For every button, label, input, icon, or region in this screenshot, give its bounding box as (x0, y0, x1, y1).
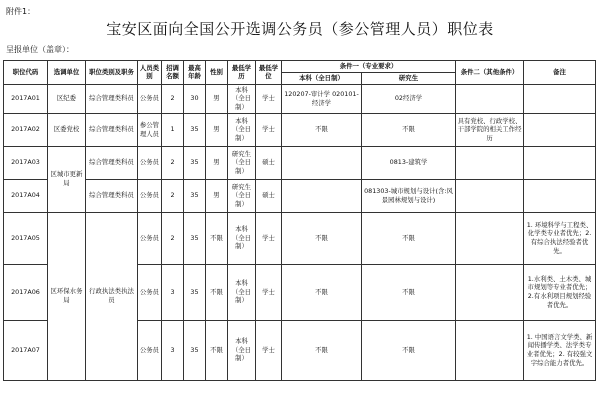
attachment-label: 附件1： (6, 7, 36, 16)
cell-age: 35 (184, 264, 206, 320)
cell-note: 1. 中国语言文学类、新闻传播学类、法学类专业者优先；2. 有较强文字综合能力者优先。 (524, 320, 596, 380)
cell-staff-type: 公务员 (138, 264, 162, 320)
cell-cond2 (456, 264, 524, 320)
header-category: 职位类别及职务 (86, 61, 138, 85)
cell-staff-type: 参公管理人员 (138, 113, 162, 146)
cell-gender: 不限 (206, 264, 228, 320)
header-code: 职位代码 (4, 61, 48, 85)
cell-count: 2 (162, 84, 184, 113)
cell-code: 2017A05 (4, 212, 48, 264)
header-cond1-grad: 研究生 (362, 73, 456, 85)
cell-gender: 男 (206, 84, 228, 113)
cell-unit: 区环保水务局 (48, 212, 86, 380)
cell-undergrad-major (282, 146, 362, 179)
table-row (4, 84, 596, 113)
header-note: 备注 (524, 61, 596, 85)
cell-unit: 区委党校 (48, 113, 86, 146)
table-row (4, 146, 596, 179)
cell-grad-major: 0813-建筑学 (362, 146, 456, 179)
cell-degree: 硕士 (256, 179, 282, 212)
cell-undergrad-major: 不限 (282, 320, 362, 380)
cell-cond2 (456, 84, 524, 113)
cell-unit: 区纪委 (48, 84, 86, 113)
cell-note (524, 146, 596, 179)
cell-note: 1.水利类、土木类、城市规划等专业者优先；2.有水利项目规划经验者优先。 (524, 264, 596, 320)
header-cond1-undergrad: 本科（全日制） (282, 73, 362, 85)
cell-count: 2 (162, 179, 184, 212)
header-degree: 最低学位 (256, 61, 282, 85)
cell-edu: 本科（全日制） (228, 113, 256, 146)
cell-degree: 学士 (256, 113, 282, 146)
submitting-unit-label: 呈报单位（盖章）： (6, 45, 74, 54)
cell-cond2 (456, 212, 524, 264)
cell-edu: 本科（全日制） (228, 84, 256, 113)
cell-staff-type: 公务员 (138, 212, 162, 264)
table-row (4, 212, 596, 264)
cell-undergrad-major: 不限 (282, 212, 362, 264)
cell-category: 综合管理类科员 (86, 84, 138, 113)
cell-staff-type: 公务员 (138, 84, 162, 113)
cell-age: 35 (184, 146, 206, 179)
cell-gender: 男 (206, 113, 228, 146)
cell-grad-major: 081303-城市规划与设计(含:风景园林规划与设计) (362, 179, 456, 212)
header-unit: 选调单位 (48, 61, 86, 85)
cell-gender: 不限 (206, 320, 228, 380)
cell-degree: 学士 (256, 212, 282, 264)
cell-cond2 (456, 320, 524, 380)
cell-edu: 研究生（全日制） (228, 146, 256, 179)
cell-cond2 (456, 146, 524, 179)
header-cond1: 条件一（专业要求） (282, 61, 456, 73)
cell-degree: 学士 (256, 84, 282, 113)
header-gender: 性别 (206, 61, 228, 85)
page-title: 宝安区面向全国公开选调公务员（参公管理人员）职位表 (106, 20, 494, 38)
cell-note (524, 179, 596, 212)
cell-grad-major: 不限 (362, 113, 456, 146)
cell-age: 35 (184, 212, 206, 264)
cell-note (524, 113, 596, 146)
cell-age: 35 (184, 113, 206, 146)
cell-count: 2 (162, 146, 184, 179)
header-staff-type: 人员类别 (138, 61, 162, 85)
table-row (4, 113, 596, 146)
cell-grad-major: 不限 (362, 264, 456, 320)
cell-grad-major: 不限 (362, 320, 456, 380)
cell-staff-type: 公务员 (138, 320, 162, 380)
cell-code: 2017A04 (4, 179, 48, 212)
cell-age: 35 (184, 179, 206, 212)
cell-code: 2017A02 (4, 113, 48, 146)
cell-undergrad-major: 120207-审计学 020101-经济学 (282, 84, 362, 113)
cell-degree: 硕士 (256, 146, 282, 179)
cell-edu: 本科（全日制） (228, 264, 256, 320)
cell-undergrad-major: 不限 (282, 264, 362, 320)
cell-unit: 区城市更新局 (48, 146, 86, 212)
cell-staff-type: 公务员 (138, 179, 162, 212)
cell-note: 1. 环境科学与工程类、化学类专业者优先；2. 有综合执法经验者优先。 (524, 212, 596, 264)
cell-undergrad-major: 不限 (282, 113, 362, 146)
cell-grad-major: 02经济学 (362, 84, 456, 113)
cell-code: 2017A07 (4, 320, 48, 380)
cell-edu: 本科（全日制） (228, 320, 256, 380)
table-row (4, 179, 596, 212)
cell-category: 综合管理类科员 (86, 146, 138, 179)
cell-note (524, 84, 596, 113)
cell-count: 1 (162, 113, 184, 146)
cell-count: 3 (162, 320, 184, 380)
position-table (3, 60, 596, 381)
cell-code: 2017A03 (4, 146, 48, 179)
cell-category: 综合管理类科员 (86, 113, 138, 146)
cell-cond2: 具有党校、行政学校、干部学院的相关工作经历 (456, 113, 524, 146)
cell-undergrad-major (282, 179, 362, 212)
cell-code: 2017A06 (4, 264, 48, 320)
header-count: 招调名额 (162, 61, 184, 85)
cell-edu: 本科（全日制） (228, 212, 256, 264)
header-cond2: 条件二（其他条件） (456, 61, 524, 85)
cell-gender: 男 (206, 179, 228, 212)
cell-count: 3 (162, 264, 184, 320)
cell-edu: 研究生（全日制） (228, 179, 256, 212)
cell-cond2 (456, 179, 524, 212)
header-edu: 最低学历 (228, 61, 256, 85)
cell-count: 2 (162, 212, 184, 264)
cell-degree: 学士 (256, 320, 282, 380)
cell-gender: 不限 (206, 212, 228, 264)
header-age: 最高年龄 (184, 61, 206, 85)
cell-degree: 学士 (256, 264, 282, 320)
cell-grad-major: 不限 (362, 212, 456, 264)
cell-age: 35 (184, 320, 206, 380)
cell-category: 行政执法类执法员 (86, 212, 138, 380)
cell-age: 30 (184, 84, 206, 113)
cell-category: 综合管理类科员 (86, 179, 138, 212)
cell-gender: 男 (206, 146, 228, 179)
cell-code: 2017A01 (4, 84, 48, 113)
cell-staff-type: 公务员 (138, 146, 162, 179)
